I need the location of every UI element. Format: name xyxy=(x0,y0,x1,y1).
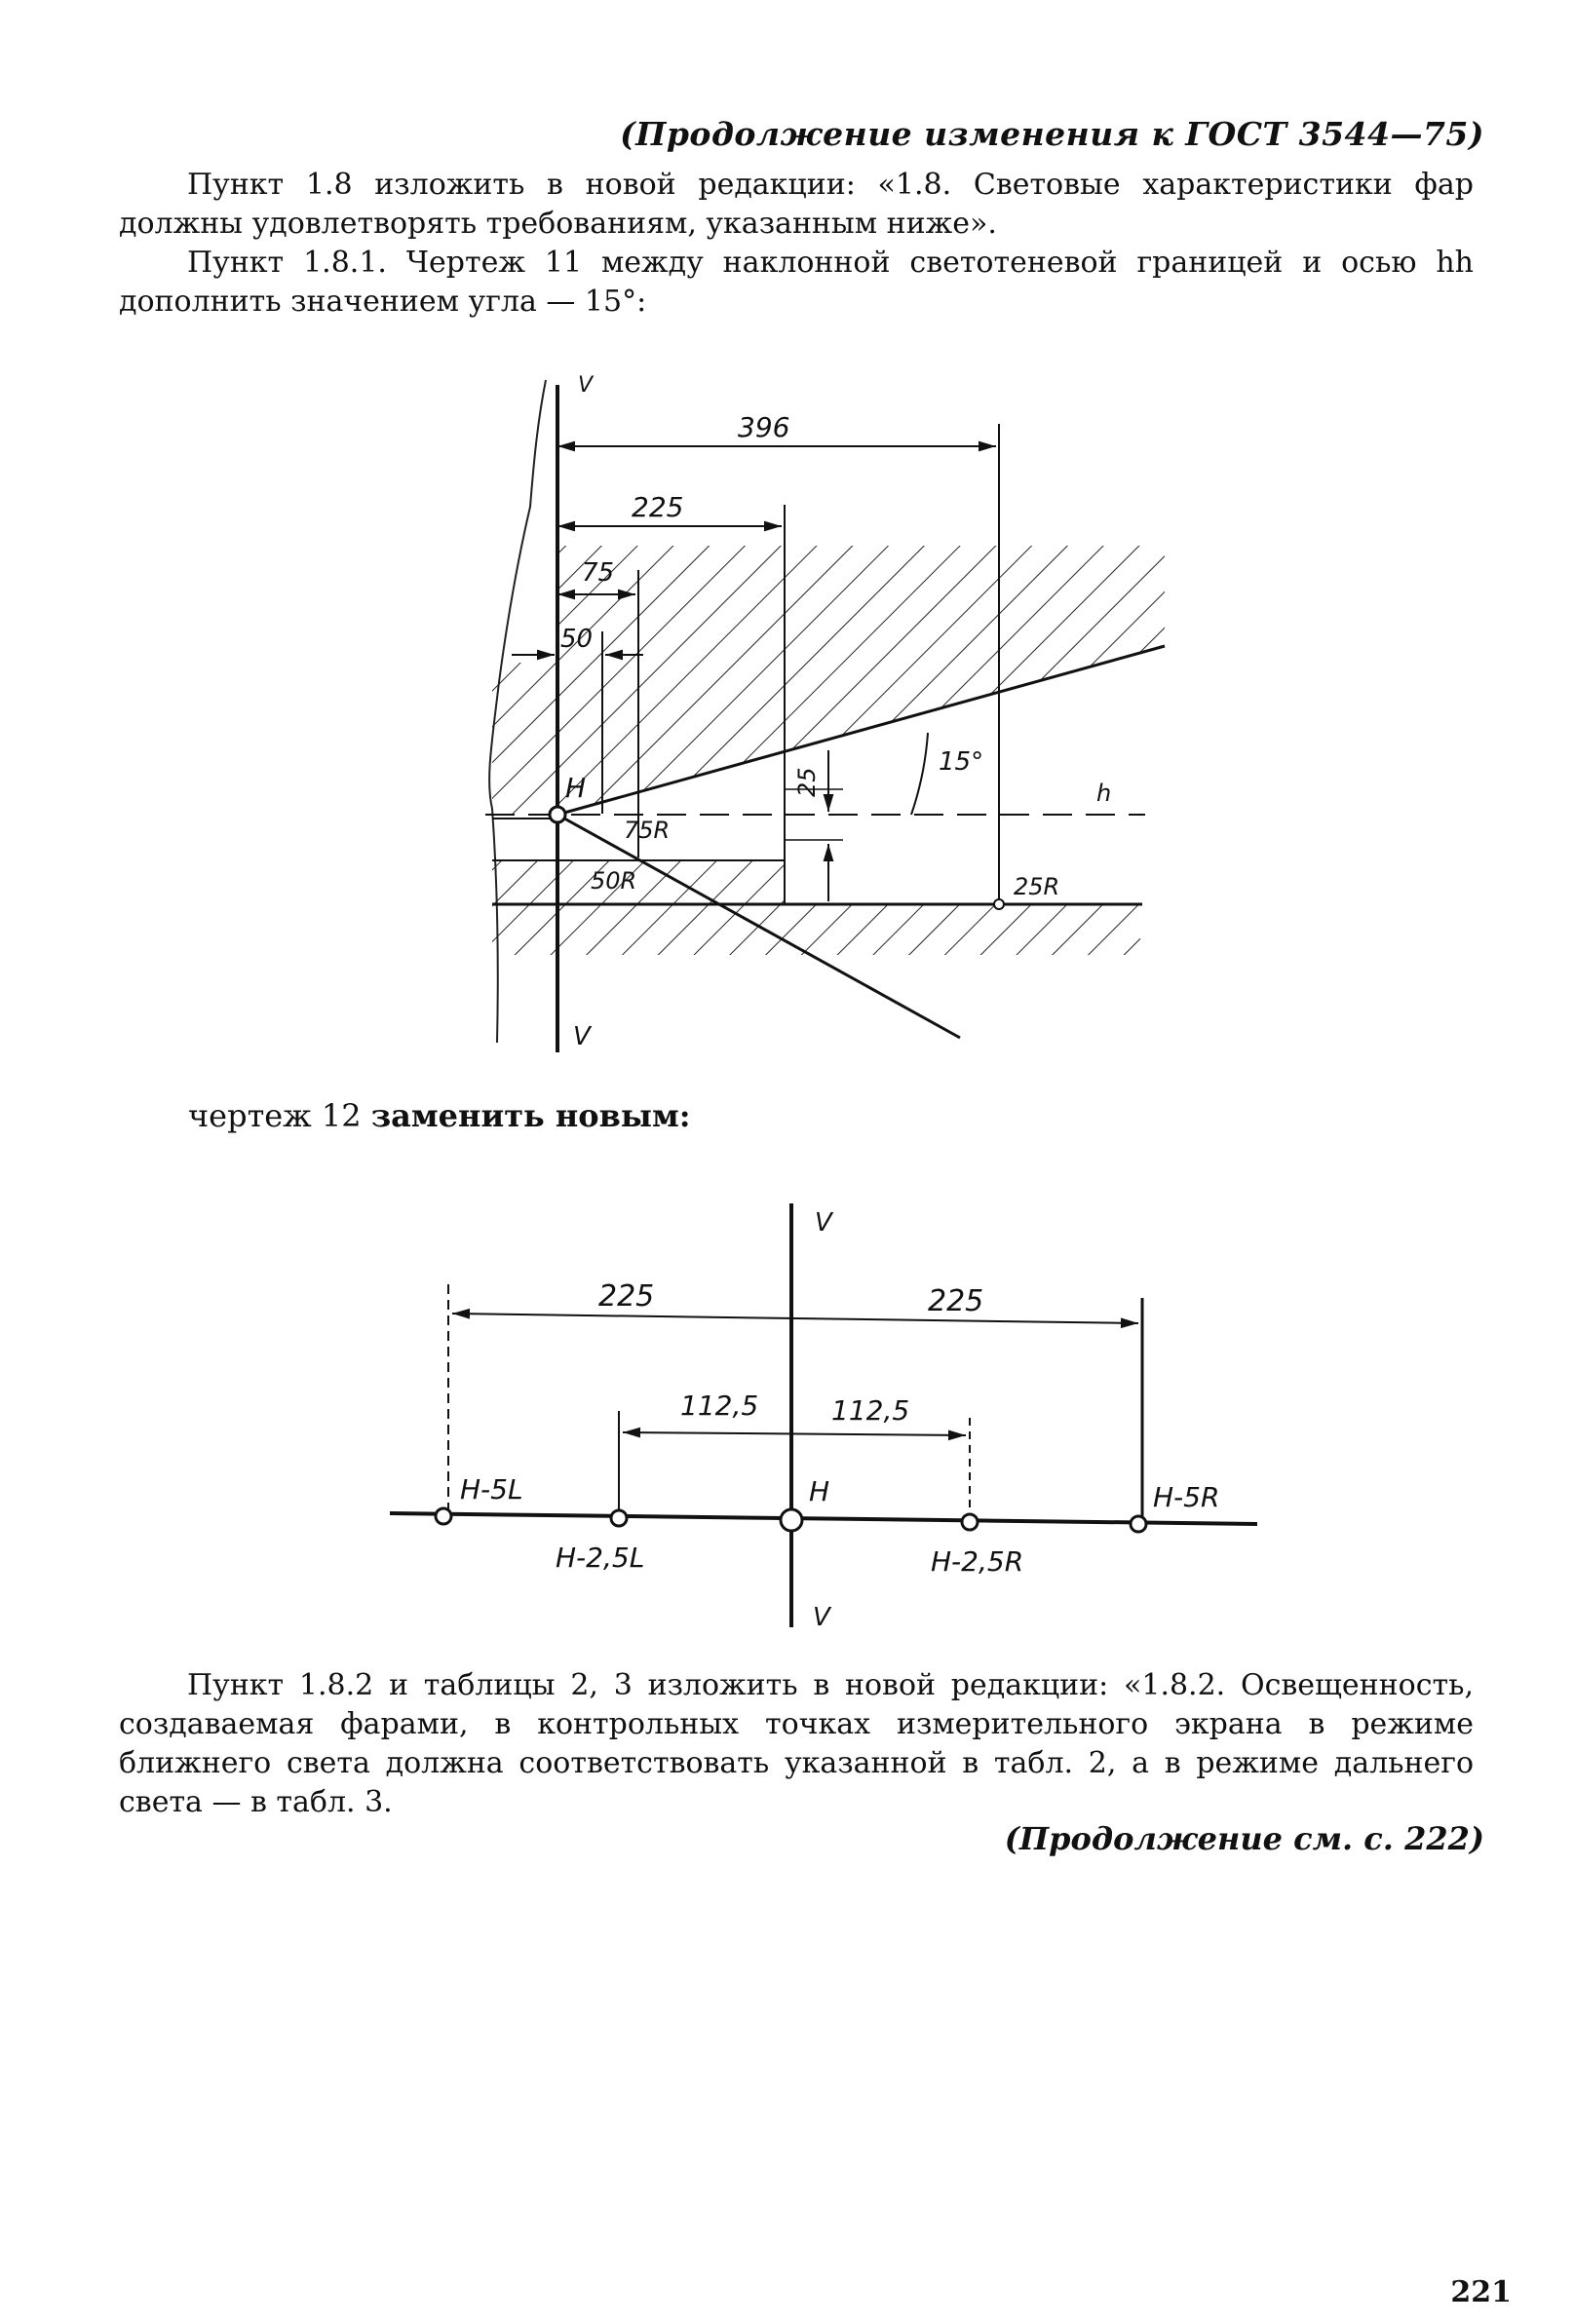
point-h25l xyxy=(611,1510,627,1526)
d12-dim-right-label: 225 xyxy=(928,1284,984,1318)
d12-dim-450 xyxy=(452,1314,1138,1323)
point-h25r xyxy=(962,1514,978,1530)
label-h: H xyxy=(809,1475,830,1507)
page-number: 221 xyxy=(1450,2275,1512,2309)
dim-396-label: 396 xyxy=(738,411,790,443)
label-h5l: H-5L xyxy=(460,1473,523,1505)
d12-v-bottom: V xyxy=(813,1603,830,1632)
running-header: (Продолжение изменения к ГОСТ 3544—75) xyxy=(620,115,1484,153)
point-h-label: H xyxy=(565,772,587,804)
point-50r-label: 50R xyxy=(591,867,637,895)
angle-label: 15° xyxy=(939,747,984,777)
caption-prefix: чертеж 12 xyxy=(188,1097,371,1134)
label-h25r: H-2,5R xyxy=(931,1545,1024,1578)
d12-dim-225 xyxy=(623,1432,966,1435)
d12-dim-mid-right-label: 112,5 xyxy=(831,1394,910,1427)
d12-h-line xyxy=(390,1513,1257,1524)
dim-25-label: 25 xyxy=(793,767,821,797)
continuation-note: (Продолжение см. с. 222) xyxy=(1004,1820,1484,1857)
point-h xyxy=(781,1509,802,1531)
point-75r-label: 75R xyxy=(624,817,671,844)
dim-50-label: 50 xyxy=(560,625,594,654)
d12-v-top: V xyxy=(815,1208,832,1238)
paragraph-3: Пункт 1.8.2 и таблицы 2, 3 изложить в новой редакции: «1.8.2. Освещенность, создаваемая фарами, в контрольных точках измерительного экрана в режиме ближнего света должна соответствовать указанной в табл. 2, а в режиме дальнего света — в табл. 3. xyxy=(119,1668,1474,1819)
dim-75-label: 75 xyxy=(582,558,615,588)
caption-bold: заменить новым: xyxy=(370,1097,691,1134)
v-top-label: V xyxy=(578,373,594,398)
point-25r-label: 25R xyxy=(1014,873,1060,900)
label-h5r: H-5R xyxy=(1153,1481,1220,1513)
paragraph-1: Пункт 1.8 изложить в новой редакции: «1.8. Световые характеристики фар должны удовлетворять требованиям, указанным ниже». xyxy=(119,168,1474,241)
point-h5r xyxy=(1131,1516,1146,1532)
d12-dim-left-label: 225 xyxy=(598,1279,655,1314)
label-h25l: H-2,5L xyxy=(556,1542,645,1574)
h-axis-label: h xyxy=(1096,780,1112,807)
paragraph-2: Пункт 1.8.1. Чертеж 11 между наклонной светотеневой границей и осью hh дополнить значением угла — 15°: xyxy=(119,246,1474,319)
point-h5l xyxy=(436,1508,451,1524)
d12-dim-mid-left-label: 112,5 xyxy=(680,1390,759,1422)
dim-225-label: 225 xyxy=(632,491,684,523)
v-bottom-label: V xyxy=(573,1022,591,1051)
